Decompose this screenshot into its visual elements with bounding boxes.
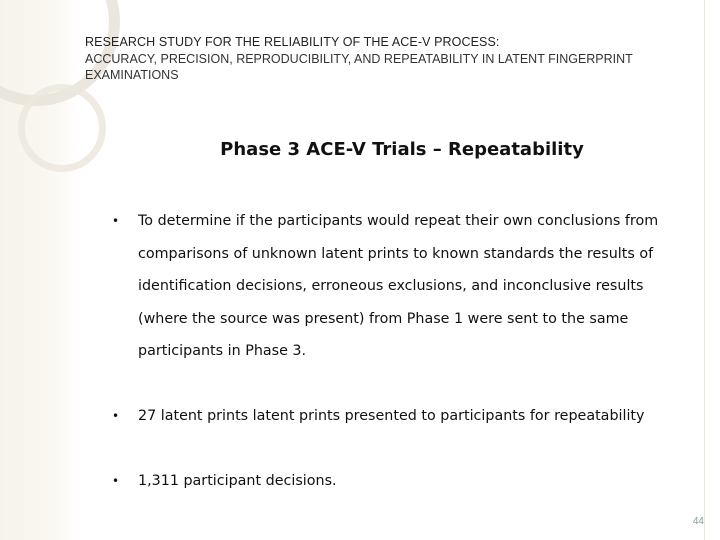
- bullet-text: 27 latent prints latent prints presented to participants for repeatability: [138, 408, 645, 424]
- slide-heading: Phase 3 ACE-V Trials – Repeatability: [220, 139, 584, 160]
- bullet-marker: •: [112, 214, 120, 228]
- bullet-text: 1,311 participant decisions.: [138, 473, 337, 489]
- header-title: RESEARCH STUDY FOR THE RELIABILITY OF THE ACE-V PROCESS:: [85, 35, 500, 49]
- bullet-marker: •: [112, 409, 120, 423]
- decorative-right-line: [704, 0, 705, 540]
- bullet-text: To determine if the participants would repeat their own conclusions from comparisons of unknown latent prints to known standards the results of identification decisions, erroneous exclusions, and inconclusive results (where the source was present) from Phase 1 were sent to the same participants in Phase 3.: [138, 213, 659, 359]
- decorative-ring-small: [18, 84, 106, 172]
- header-subtitle: ACCURACY, PRECISION, REPRODUCIBILITY, AND REPEATABILITY IN LATENT FINGERPRINT EXAMINATIONS: [85, 52, 633, 82]
- page-number: 44: [692, 516, 704, 527]
- bullet-marker: •: [112, 474, 120, 488]
